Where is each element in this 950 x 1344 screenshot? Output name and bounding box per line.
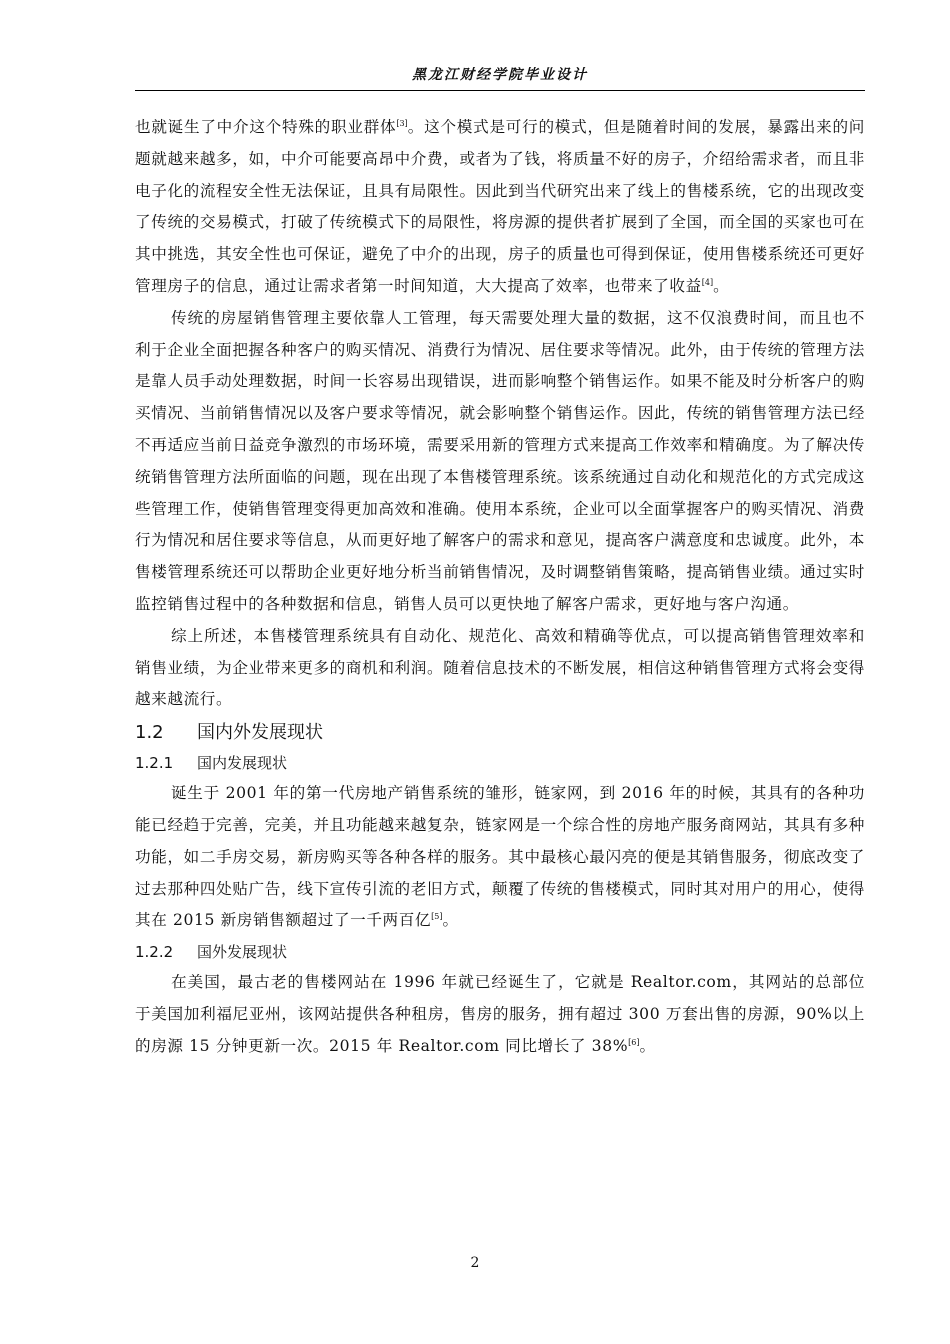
paragraph-foreign: 在美国，最古老的售楼网站在 1996 年就已经诞生了，它就是 Realtor.com，其网站的总部位于美国加利福尼亚州，该网站提供各种租房，售房的服务，拥有超过 300 万套出售的房源，90%以上的房源 15 分钟更新一次。2015 年 Realtor.com 同比增长了 38%[6]。: [135, 973, 865, 1055]
citation-ref: [4]: [701, 277, 714, 287]
paragraph-intro: 也就诞生了中介这个特殊的职业群体[3]。这个模式是可行的模式，但是随着时间的发展，暴露出来的问题就越来越多，如，中介可能要高昂中介费，或者为了钱，将质量不好的房子，介绍给需求者，而且非电子化的流程安全性无法保证，且具有局限性。因此到当代研究出来了线上的售楼系统，它的出现改变了传统的交易模式，打破了传统模式下的局限性，将房源的提供者扩展到了全国，而全国的买家也可在其中挑选，其安全性也可保证，避免了中介的出现，房子的质量也可得到保证，使用售楼系统还可更好管理房子的信息，通过让需求者第一时间知道，大大提高了效率，也带来了收益[4]。: [135, 118, 865, 295]
page-header: [135, 60, 865, 91]
header-title: 黑龙江财经学院毕业设计: [412, 67, 588, 83]
section-heading-1-2-2: 1.2.2 国外发展现状: [135, 943, 288, 962]
paragraph-traditional: 传统的房屋销售管理主要依靠人工管理，每天需要处理大量的数据，这不仅浪费时间，而且也不利于企业全面把握各种客户的购买情况、消费行为情况、居住要求等情况。此外，由于传统的管理方法是靠人员手动处理数据，时间一长容易出现错误，进而影响整个销售运作。如果不能及时分析客户的购买情况、当前销售情况以及客户要求等情况，就会影响整个销售运作。因此，传统的销售管理方法已经不再适应当前日益竞争激烈的市场环境，需要采用新的管理方式来提高工作效率和精确度。为了解决传统销售管理方法所面临的问题，现在出现了本售楼管理系统。该系统通过自动化和规范化的方式完成这些管理工作，使销售管理变得更加高效和准确。使用本系统，企业可以全面掌握客户的购买情况、消费行为情况和居住要求等信息，从而更好地了解客户的需求和意见，提高客户满意度和忠诚度。此外，本售楼管理系统还可以帮助企业更好地分析当前销售情况，及时调整销售策略，提高销售业绩。通过实时监控销售过程中的各种数据和信息，销售人员可以更快地了解客户需求，更好地与客户沟通。: [135, 308, 865, 613]
citation-ref: [3]: [396, 118, 408, 128]
document-body: [135, 112, 865, 1063]
paragraph-summary: 综上所述，本售楼管理系统具有自动化、规范化、高效和精确等优点，可以提高销售管理效率和销售业绩，为企业带来更多的商机和利润。随着信息技术的不断发展，相信这种销售管理方式将会变得越来越流行。: [135, 626, 865, 709]
paragraph-domestic: 诞生于 2001 年的第一代房地产销售系统的雏形，链家网，到 2016 年的时候，其具有的各种功能已经趋于完善，完美，并且功能越来越复杂，链家网是一个综合性的房地产服务商网站，其具有多种功能，如二手房交易，新房购买等各种各样的服务。其中最核心最闪亮的便是其销售服务，彻底改变了过去那种四处贴广告，线下宣传引流的老旧方式，颠覆了传统的售楼模式，同时其对用户的用心，使得其在 2015 新房销售额超过了一千两百亿[5]。: [135, 784, 865, 930]
citation-ref: [5]: [431, 912, 443, 922]
page-number: 2: [470, 1255, 480, 1271]
section-heading-1-2: 1.2 国内外发展现状: [135, 722, 323, 744]
section-heading-1-2-1: 1.2.1 国内发展现状: [135, 754, 288, 773]
citation-ref: [6]: [628, 1037, 640, 1047]
